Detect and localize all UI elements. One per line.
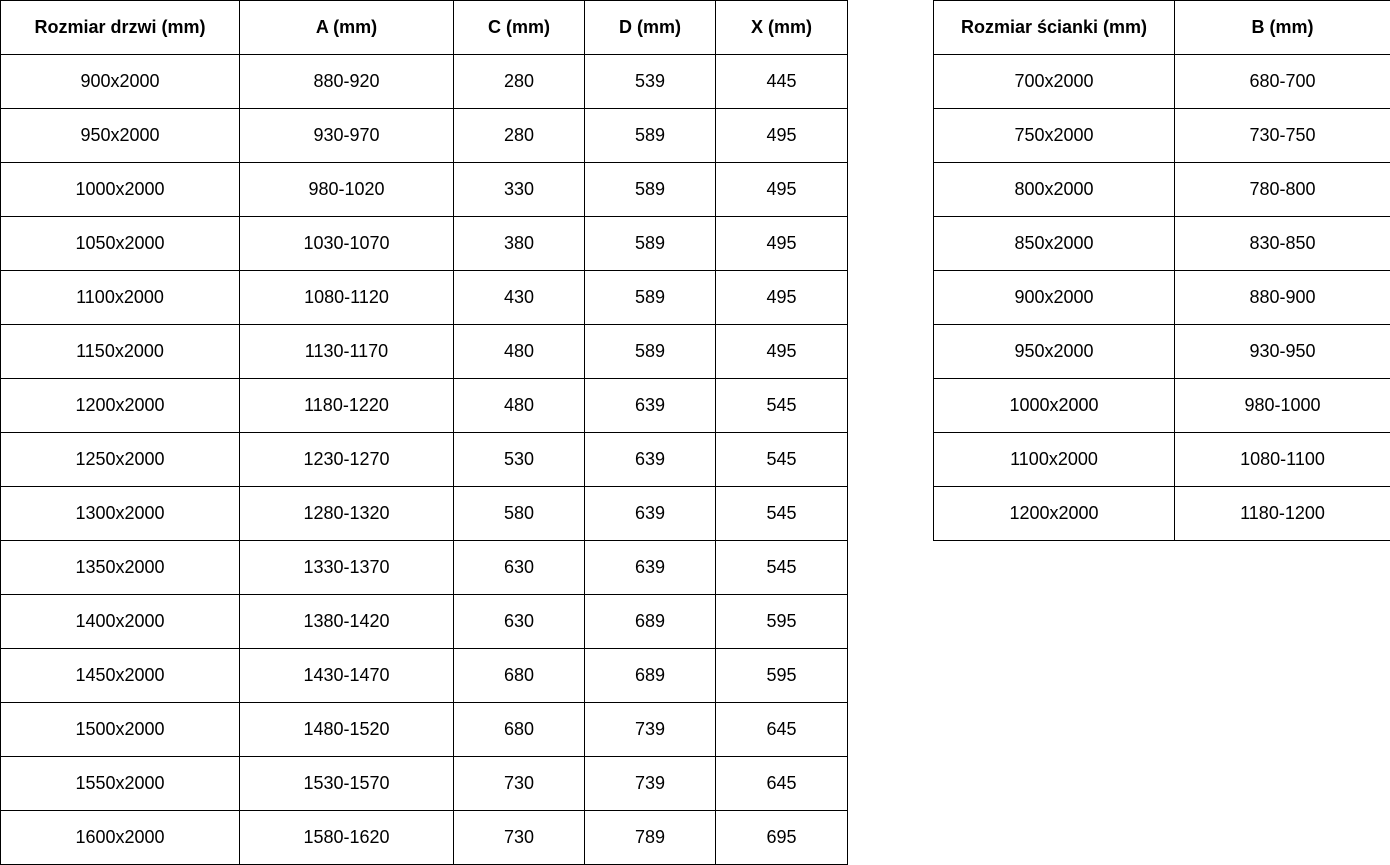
table-cell: 930-950 — [1175, 325, 1390, 379]
table-cell: 1600x2000 — [1, 811, 240, 865]
table-cell: 495 — [716, 325, 848, 379]
table-cell: 950x2000 — [934, 325, 1175, 379]
table-cell: 980-1000 — [1175, 379, 1390, 433]
table-cell: 589 — [585, 217, 716, 271]
table-cell: 1330-1370 — [240, 541, 454, 595]
table-cell: 545 — [716, 379, 848, 433]
table-cell: 695 — [716, 811, 848, 865]
table-row — [934, 325, 1390, 379]
table-cell: 1200x2000 — [934, 487, 1175, 541]
table-cell: 850x2000 — [934, 217, 1175, 271]
table-cell: 495 — [716, 217, 848, 271]
table-cell: 445 — [716, 55, 848, 109]
table-cell: 950x2000 — [1, 109, 240, 163]
table-row — [1, 487, 848, 541]
table-cell: 1230-1270 — [240, 433, 454, 487]
wall-table-body — [934, 55, 1390, 541]
table-cell: 980-1020 — [240, 163, 454, 217]
table-cell: 880-900 — [1175, 271, 1390, 325]
door-table-body — [1, 55, 848, 865]
table-cell: 630 — [454, 595, 585, 649]
table-row — [1, 595, 848, 649]
table-cell: 730-750 — [1175, 109, 1390, 163]
table-row — [934, 271, 1390, 325]
column-header-b: B (mm) — [1175, 1, 1390, 55]
table-row — [934, 379, 1390, 433]
table-cell: 1450x2000 — [1, 649, 240, 703]
table-row — [1, 649, 848, 703]
table-cell: 280 — [454, 55, 585, 109]
table-cell: 1350x2000 — [1, 541, 240, 595]
column-header-door-size: Rozmiar drzwi (mm) — [1, 1, 240, 55]
table-cell: 680-700 — [1175, 55, 1390, 109]
table-cell: 280 — [454, 109, 585, 163]
table-cell: 1250x2000 — [1, 433, 240, 487]
table-cell: 1180-1200 — [1175, 487, 1390, 541]
table-cell: 645 — [716, 757, 848, 811]
table-cell: 539 — [585, 55, 716, 109]
table-cell: 780-800 — [1175, 163, 1390, 217]
table-row — [1, 379, 848, 433]
column-header-x: X (mm) — [716, 1, 848, 55]
table-cell: 580 — [454, 487, 585, 541]
table-cell: 1300x2000 — [1, 487, 240, 541]
table-cell: 1500x2000 — [1, 703, 240, 757]
table-row — [934, 55, 1390, 109]
table-cell: 1050x2000 — [1, 217, 240, 271]
column-header-c: C (mm) — [454, 1, 585, 55]
table-cell: 639 — [585, 433, 716, 487]
column-header-wall-size: Rozmiar ścianki (mm) — [934, 1, 1175, 55]
table-cell: 1200x2000 — [1, 379, 240, 433]
table-cell: 730 — [454, 811, 585, 865]
table-cell: 800x2000 — [934, 163, 1175, 217]
table-cell: 789 — [585, 811, 716, 865]
table-row — [1, 55, 848, 109]
table-cell: 739 — [585, 703, 716, 757]
table-cell: 739 — [585, 757, 716, 811]
table-row — [1, 325, 848, 379]
table-cell: 900x2000 — [934, 271, 1175, 325]
table-row — [934, 109, 1390, 163]
table-cell: 1400x2000 — [1, 595, 240, 649]
table-cell: 830-850 — [1175, 217, 1390, 271]
table-cell: 1100x2000 — [1, 271, 240, 325]
table-cell: 1080-1100 — [1175, 433, 1390, 487]
table-cell: 700x2000 — [934, 55, 1175, 109]
table-cell: 750x2000 — [934, 109, 1175, 163]
table-row — [1, 109, 848, 163]
table-cell: 589 — [585, 325, 716, 379]
table-row — [1, 811, 848, 865]
table-cell: 1180-1220 — [240, 379, 454, 433]
table-cell: 630 — [454, 541, 585, 595]
table-row — [1, 703, 848, 757]
table-cell: 530 — [454, 433, 585, 487]
table-cell: 639 — [585, 379, 716, 433]
table-row — [1, 757, 848, 811]
table-row — [1, 541, 848, 595]
table-cell: 495 — [716, 163, 848, 217]
table-cell: 645 — [716, 703, 848, 757]
table-cell: 930-970 — [240, 109, 454, 163]
table-cell: 730 — [454, 757, 585, 811]
table-row — [934, 163, 1390, 217]
table-cell: 1030-1070 — [240, 217, 454, 271]
table-cell: 639 — [585, 487, 716, 541]
table-row — [1, 271, 848, 325]
table-cell: 1430-1470 — [240, 649, 454, 703]
table-cell: 1000x2000 — [934, 379, 1175, 433]
table-cell: 900x2000 — [1, 55, 240, 109]
table-cell: 1380-1420 — [240, 595, 454, 649]
table-cell: 330 — [454, 163, 585, 217]
table-cell: 1150x2000 — [1, 325, 240, 379]
table-row — [934, 217, 1390, 271]
table-cell: 1130-1170 — [240, 325, 454, 379]
table-cell: 380 — [454, 217, 585, 271]
column-header-d: D (mm) — [585, 1, 716, 55]
table-cell: 495 — [716, 109, 848, 163]
table-row — [934, 487, 1390, 541]
table-cell: 639 — [585, 541, 716, 595]
table-cell: 680 — [454, 649, 585, 703]
table-cell: 1480-1520 — [240, 703, 454, 757]
table-cell: 495 — [716, 271, 848, 325]
table-cell: 595 — [716, 649, 848, 703]
table-cell: 1000x2000 — [1, 163, 240, 217]
table-cell: 680 — [454, 703, 585, 757]
table-cell: 545 — [716, 487, 848, 541]
table-row — [1, 163, 848, 217]
table-cell: 1580-1620 — [240, 811, 454, 865]
table-cell: 589 — [585, 163, 716, 217]
table-row — [1, 433, 848, 487]
table-cell: 480 — [454, 325, 585, 379]
table-row — [934, 433, 1390, 487]
table-header-row — [934, 1, 1390, 55]
wall-size-table — [933, 0, 1390, 541]
table-cell: 689 — [585, 649, 716, 703]
column-header-a: A (mm) — [240, 1, 454, 55]
table-cell: 480 — [454, 379, 585, 433]
table-cell: 595 — [716, 595, 848, 649]
table-cell: 589 — [585, 109, 716, 163]
table-cell: 1100x2000 — [934, 433, 1175, 487]
table-row — [1, 217, 848, 271]
table-cell: 1280-1320 — [240, 487, 454, 541]
table-cell: 545 — [716, 433, 848, 487]
table-cell: 689 — [585, 595, 716, 649]
table-cell: 545 — [716, 541, 848, 595]
table-cell: 880-920 — [240, 55, 454, 109]
table-header-row — [1, 1, 848, 55]
table-cell: 1550x2000 — [1, 757, 240, 811]
table-cell: 1080-1120 — [240, 271, 454, 325]
table-cell: 430 — [454, 271, 585, 325]
table-cell: 1530-1570 — [240, 757, 454, 811]
table-cell: 589 — [585, 271, 716, 325]
